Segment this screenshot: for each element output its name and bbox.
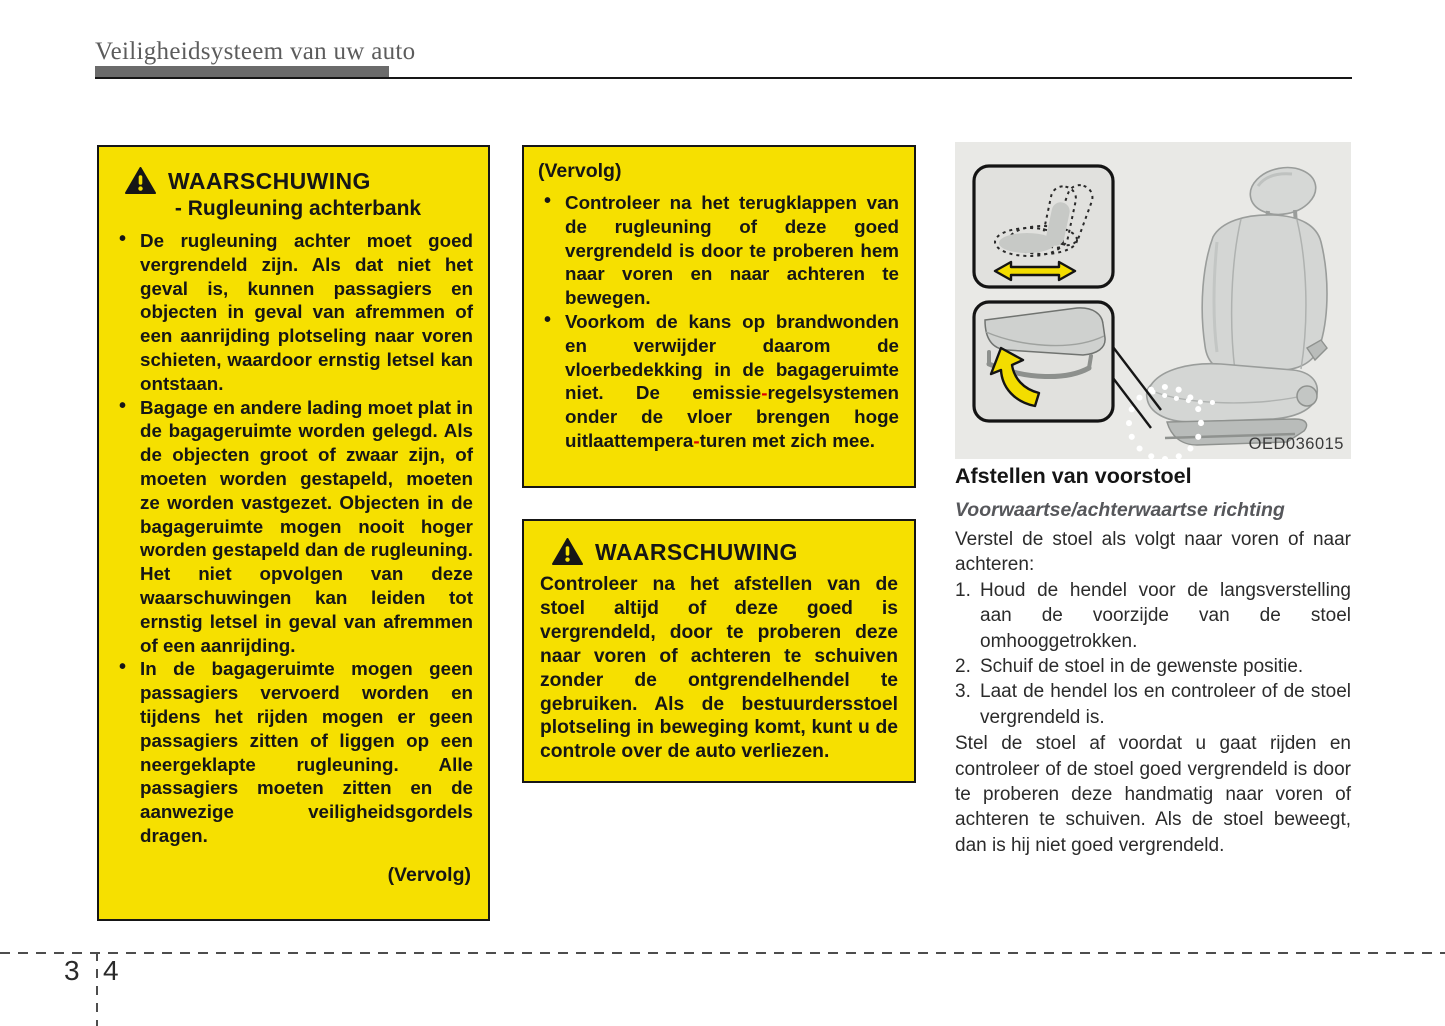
warning-body: Controleer na het afstellen van de stoel altijd of deze goed is vergrendeld, door te proberen deze naar voren of achteren te schuiven zonder de ontgrendelhendel te gebruiken. Als de bestuurdersstoel plotseling in beweging komt, kunt u de controle over de auto verliezen. bbox=[540, 574, 898, 763]
footer-crop-line-vertical bbox=[96, 952, 98, 1026]
warning-bullet: • Bagage en andere lading moet plat in de bagageruimte worden gelegd. Als de objecten groot of zwaar zijn, of moeten worden gestapeld, moeten ze worden vastgezet. Objecten in de bagageruimte mogen nooit hoger worden gestapeld dan de rugleuning. Het niet opvolgen van deze waarschuwingen kan leiden tot ernstig letsel in geval van afremmen of een aanrijding. bbox=[113, 396, 473, 658]
footer-crop-line-horizontal bbox=[0, 952, 1445, 954]
seat-illustration bbox=[955, 142, 1351, 459]
warning-heading bbox=[113, 167, 473, 195]
warning-subtitle: - Rugleuning achterbank bbox=[174, 197, 422, 220]
header-rule-divider bbox=[95, 77, 1352, 79]
figure-caption: OED036015 bbox=[1248, 435, 1344, 453]
warning-bullet: • Voorkom de kans op brandwonden en verwijder daarom de vloerbedekking in de bagageruimte niet. De emissie-regelsystemen onder de vloer brengen hoge uitlaattempera-turen met zich mee. bbox=[538, 310, 899, 453]
red-hyphen: - bbox=[693, 429, 700, 451]
section-subheading: Voorwaartse/achterwaartse richting bbox=[955, 499, 1285, 521]
outro-paragraph: Stel de stoel af voordat u gaat rijden en controleer of de stoel goed vergrendeld is door te proberen deze handmatig naar voren of achteren te schuiven. Als de stoel beweegt, dan is hij niet goed vergrendeld. bbox=[955, 733, 1351, 856]
step-number: 1. bbox=[955, 579, 971, 601]
warning-bullet: • Controleer na het terugklappen van de rugleuning of deze goed vergrendeld is door te proberen hem naar voren en naar achteren te bewegen. bbox=[538, 191, 899, 310]
warning-bullet: • De rugleuning achter moet goed vergrendeld zijn. Als dat niet het geval is, kunnen passagiers en objecten in geval van afremmen of een aanrijding plotseling naar voren schieten, waardoor ernstig letsel kan ontstaan. bbox=[113, 229, 473, 396]
step-number: 3. bbox=[955, 681, 971, 703]
seat-slide-inset bbox=[974, 166, 1113, 287]
warning-bullet-list bbox=[113, 229, 473, 848]
warning-triangle-icon bbox=[552, 538, 583, 566]
step-text: Laat de hendel los en controleer of de stoel vergrendeld is. bbox=[980, 681, 1351, 728]
warning-title: WAARSCHUWING bbox=[168, 167, 371, 194]
continued-label: (Vervolg) bbox=[387, 863, 471, 886]
warning-bullet: • In de bagageruimte mogen geen passagiers vervoerd worden en tijdens het rijden mogen er geen passagiers zitten of liggen op een neergeklapte rugleuning. Alle passagiers moeten zitten en de aanwezige veiligheidsgordels dragen. bbox=[113, 657, 473, 847]
chapter-title: Veiligheidsysteem van uw auto bbox=[95, 38, 416, 65]
warning-title: WAARSCHUWING bbox=[595, 538, 798, 565]
section-heading: Afstellen van voorstoel bbox=[955, 464, 1192, 488]
figure-panel bbox=[955, 142, 1351, 459]
step-number: 2. bbox=[955, 656, 971, 678]
warning-box-rear-seatback bbox=[97, 145, 490, 921]
seat-lever-inset bbox=[974, 302, 1113, 421]
step-text: Houd de hendel voor de langsverstelling aan de voorzijde van de stoel omhooggetrokken. bbox=[980, 579, 1351, 652]
step-list bbox=[955, 578, 1351, 730]
chapter-number: 3 bbox=[64, 955, 80, 986]
step-item bbox=[955, 578, 1351, 654]
intro-paragraph: Verstel de stoel als volgt naar voren of naar achteren: bbox=[955, 529, 1351, 576]
step-item bbox=[955, 679, 1351, 730]
continued-heading: (Vervolg) bbox=[538, 160, 622, 182]
page-number: 4 bbox=[103, 955, 119, 986]
warning-heading bbox=[540, 538, 898, 566]
step-text: Schuif de stoel in de gewenste positie. bbox=[980, 656, 1304, 678]
seat-adjustment-section bbox=[955, 464, 1351, 858]
recline-knob bbox=[1297, 386, 1317, 406]
front-seat-drawing bbox=[1129, 162, 1327, 459]
warning-box-continued bbox=[522, 145, 916, 488]
red-hyphen: - bbox=[761, 382, 768, 404]
warning-triangle-icon bbox=[125, 167, 156, 195]
warning-box-seat-lock bbox=[522, 519, 916, 783]
warning-bullet-list bbox=[538, 191, 899, 453]
step-item bbox=[955, 654, 1351, 679]
